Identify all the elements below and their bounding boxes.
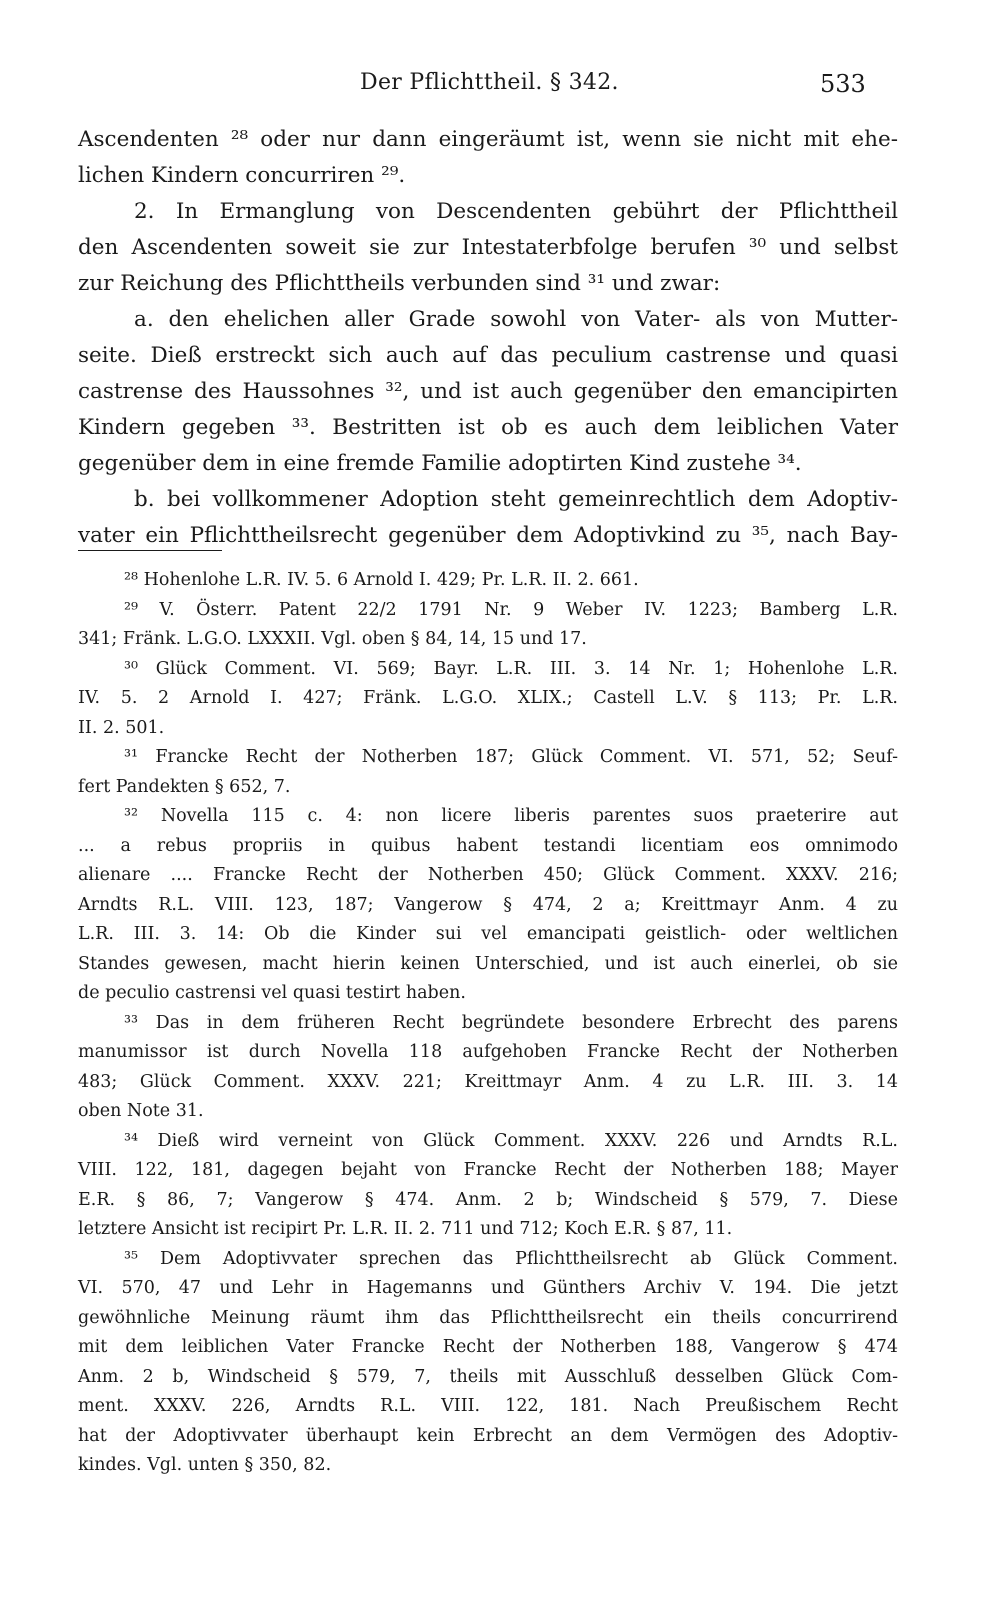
body-line: lichen Kindern concurriren ²⁹. [78, 163, 406, 188]
footnote-line: II. 2. 501. [78, 717, 165, 738]
footnote-line: mit dem leiblichen Vater Francke Recht der Notherben 188, Vangerow § 474 [78, 1337, 898, 1357]
footnote-29: ²⁹ V. Österr. Patent 22/2 1791 Nr. 9 Weber IV. 1223; Bamberg L.R. [124, 599, 898, 620]
footnote-35: ³⁵ Dem Adoptivvater sprechen das Pflichttheilsrecht ab Glück Comment. [124, 1248, 898, 1269]
footnote-line: hat der Adoptivvater überhaupt kein Erbrecht an dem Vermögen des Adoptiv- [78, 1425, 898, 1446]
footnote-line: E.R. § 86, 7; Vangerow § 474. Anm. 2 b; Windscheid § 579, 7. Diese [78, 1189, 898, 1210]
footnote-line: ... a rebus propriis in quibus habent testandi licentiam eos omnimodo [78, 835, 898, 856]
footnote-line: L.R. III. 3. 14: Ob die Kinder sui vel emancipati geistlich- oder weltlichen [78, 924, 898, 944]
footnote-34: ³⁴ Dieß wird verneint von Glück Comment. XXXV. 226 und Arndts R.L. [124, 1130, 898, 1151]
footnote-line: Anm. 2 b, Windscheid § 579, 7, theils mit Ausschluß desselben Glück Com- [78, 1366, 898, 1387]
footnote-separator [78, 550, 222, 551]
body-line: zur Reichung des Pflichttheils verbunden sind ³¹ und zwar: [78, 271, 721, 296]
footnote-28: ²⁸ Hohenlohe L.R. IV. 5. 6 Arnold I. 429; Pr. L.R. II. 2. 661. [124, 570, 639, 590]
body-line: Ascendenten ²⁸ oder nur dann eingeräumt ist, wenn sie nicht mit ehe- [78, 127, 898, 152]
footnote-line: Arndts R.L. VIII. 123, 187; Vangerow § 474, 2 a; Kreittmayr Anm. 4 zu [78, 894, 898, 915]
body-line: den Ascendenten soweit sie zur Intestaterbfolge berufen ³⁰ und selbst [78, 235, 898, 260]
footnote-line: fert Pandekten § 652, 7. [78, 776, 291, 797]
footnote-31: ³¹ Francke Recht der Notherben 187; Glück Comment. VI. 571, 52; Seuf- [124, 747, 898, 767]
running-head [0, 66, 1000, 106]
running-title: Der Pflichttheil. § 342. [360, 70, 619, 95]
page-number: 533 [820, 70, 866, 98]
footnote-line: oben Note 31. [78, 1101, 204, 1121]
footnote-line: de peculio castrensi vel quasi testirt haben. [78, 983, 466, 1003]
body-line: gegenüber dem in eine fremde Familie adoptirten Kind zustehe ³⁴. [78, 451, 802, 476]
footnote-line: IV. 5. 2 Arnold I. 427; Fränk. L.G.O. XLIX.; Castell L.V. § 113; Pr. L.R. [78, 688, 898, 708]
footnote-line: kindes. Vgl. unten § 350, 82. [78, 1455, 332, 1475]
footnote-line: VI. 570, 47 und Lehr in Hagemanns und Günthers Archiv V. 194. Die jetzt [78, 1278, 898, 1298]
footnote-line: 341; Fränk. L.G.O. LXXXII. Vgl. oben § 84, 14, 15 und 17. [78, 629, 587, 649]
main-text [78, 122, 898, 554]
footnote-line: ment. XXXV. 226, Arndts R.L. VIII. 122, 181. Nach Preußischem Recht [78, 1396, 898, 1416]
footnote-line: VIII. 122, 181, dagegen bejaht von Francke Recht der Notherben 188; Mayer [78, 1160, 898, 1180]
footnote-30: ³⁰ Glück Comment. VI. 569; Bayr. L.R. III. 3. 14 Nr. 1; Hohenlohe L.R. [124, 658, 898, 679]
footnote-line: gewöhnliche Meinung räumt ihm das Pflichttheilsrecht ein theils concurrirend [78, 1307, 898, 1328]
footnote-line: alienare .... Francke Recht der Notherben 450; Glück Comment. XXXV. 216; [78, 865, 898, 885]
footnote-33: ³³ Das in dem früheren Recht begründete besondere Erbrecht des parens [124, 1012, 898, 1033]
footnote-line: letztere Ansicht ist recipirt Pr. L.R. II. 2. 711 und 712; Koch E.R. § 87, 11. [78, 1219, 733, 1239]
body-line: castrense des Haussohnes ³², und ist auch gegenüber den emancipirten [78, 379, 898, 404]
footnotes [78, 566, 898, 1481]
body-line: 2. In Ermanglung von Descendenten gebührt der Pflichttheil [134, 199, 898, 224]
body-line: a. den ehelichen aller Grade sowohl von Vater- als von Mutter- [134, 307, 898, 332]
footnote-line: Standes gewesen, macht hierin keinen Unterschied, und ist auch einerlei, ob sie [78, 953, 898, 974]
body-line: b. bei vollkommener Adoption steht gemeinrechtlich dem Adoptiv- [134, 487, 898, 512]
footnote-line: manumissor ist durch Novella 118 aufgehoben Francke Recht der Notherben [78, 1042, 898, 1062]
footnote-line: 483; Glück Comment. XXXV. 221; Kreittmayr Anm. 4 zu L.R. III. 3. 14 [78, 1071, 898, 1092]
body-line: seite. Dieß erstreckt sich auch auf das peculium castrense und quasi [78, 343, 898, 368]
body-line: vater ein Pflichttheilsrecht gegenüber dem Adoptivkind zu ³⁵, nach Bay- [78, 523, 898, 548]
body-line: Kindern gegeben ³³. Bestritten ist ob es auch dem leiblichen Vater [78, 415, 898, 440]
footnote-32: ³² Novella 115 c. 4: non licere liberis parentes suos praeterire aut [124, 806, 898, 826]
